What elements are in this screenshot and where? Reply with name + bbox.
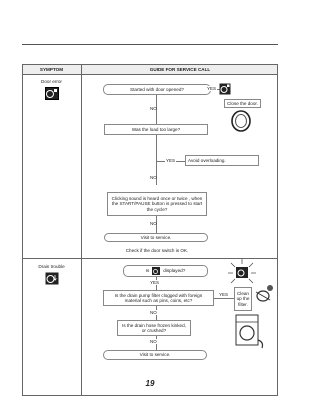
door-open-icon bbox=[219, 83, 231, 95]
door-error-symptom: Door error bbox=[41, 79, 62, 84]
column-divider bbox=[81, 64, 82, 396]
guide-header: GUIDE FOR SERVICE CALL bbox=[149, 67, 211, 72]
drain-question-2 bbox=[103, 290, 214, 306]
symptom-header: SYMPTOM bbox=[39, 67, 64, 72]
door-question-3 bbox=[107, 192, 207, 216]
filter-cleaning-icon bbox=[250, 282, 276, 308]
door-no2-label: NO bbox=[150, 175, 157, 180]
door-yes2-label: YES bbox=[166, 158, 176, 163]
door-question-2: Was the load too large? bbox=[104, 124, 208, 135]
door-question-1: Started with door opened? bbox=[103, 84, 211, 95]
door-action-2: Avoid overloading. bbox=[185, 155, 259, 166]
page-number: 19 bbox=[145, 379, 155, 388]
drain-trouble-symptom: Drain trouble bbox=[38, 264, 65, 269]
washer-hose-icon bbox=[232, 312, 266, 352]
door-seal-icon bbox=[230, 110, 252, 132]
door-error-display-icon bbox=[45, 87, 59, 100]
drain-error-inline-icon bbox=[152, 267, 160, 275]
drain-error-display-icon bbox=[45, 272, 59, 285]
drain-q1-post: displayed? bbox=[163, 268, 186, 274]
drain-action-2-text: Clean up the filter. bbox=[236, 290, 250, 307]
drain-yes2-label: YES bbox=[219, 292, 229, 297]
door-no1-label: NO bbox=[150, 106, 157, 111]
door-check-note: Check if the door switch is OK. bbox=[125, 248, 189, 253]
drain-q1-pre: Is bbox=[145, 268, 150, 274]
door-question-3-text: Clicking sound is heard once or twice , when the START/PAUSE button is pressed to start the cycle? bbox=[111, 195, 203, 212]
door-no3-label: NO bbox=[150, 221, 157, 226]
drain-question-2-text: Is the drain pump filter clogged with foreign material such as pins, coins, etc? bbox=[114, 292, 203, 303]
drain-no2-label: NO bbox=[150, 310, 157, 315]
drain-yes2-line bbox=[214, 298, 234, 299]
drain-yes1-label: YES bbox=[150, 280, 160, 285]
top-rule bbox=[22, 44, 278, 45]
drain-question-3-text: Is the drain hose frozen kinked, or crushed? bbox=[122, 322, 186, 333]
door-yes1-label: YES bbox=[207, 86, 217, 91]
door-action-1: Close the door. bbox=[224, 99, 261, 108]
door-visit-service: Visit to service. bbox=[104, 233, 208, 242]
drain-no3-label: NO bbox=[150, 339, 157, 344]
drain-question-1 bbox=[123, 265, 208, 277]
drain-question-3 bbox=[117, 320, 191, 336]
drain-visit-service: Visit to service. bbox=[103, 350, 207, 360]
